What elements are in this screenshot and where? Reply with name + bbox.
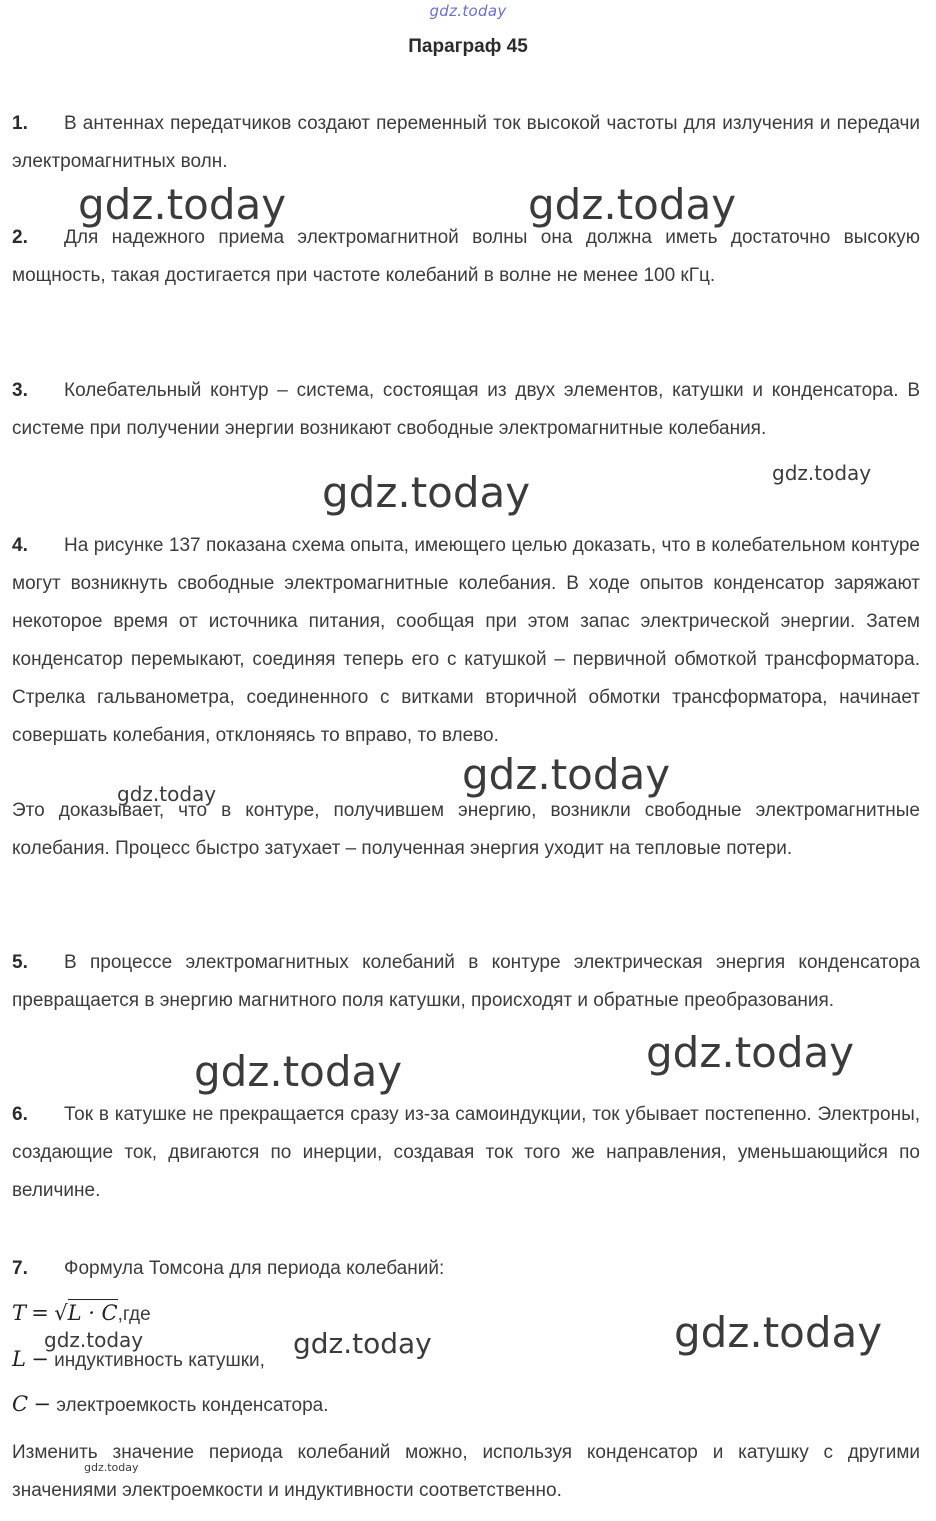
paragraph-7	[12, 1250, 920, 1288]
paragraph-3	[12, 372, 920, 448]
site-watermark-top: gdz.today	[429, 2, 507, 20]
page-title: Параграф 45	[408, 36, 528, 57]
dash: −	[33, 1392, 51, 1416]
watermark: gdz.today	[322, 468, 531, 517]
paragraph-text: В процессе электромагнитных колебаний в контуре электрическая энергия конденсатора превращается в энергию магнитного поля катушки, происходят и обратные преобразования.	[12, 952, 920, 1011]
paragraph-number: 2.	[12, 227, 28, 248]
formula-sqrt-body: L · C	[67, 1301, 118, 1325]
watermark: gdz.today	[462, 750, 671, 799]
definition-text: индуктивность катушки,	[54, 1350, 265, 1371]
paragraph-number: 3.	[12, 380, 28, 401]
formula-suffix: ,где	[117, 1304, 151, 1325]
paragraph-5	[12, 944, 920, 1020]
watermark: gdz.today	[117, 782, 217, 806]
watermark: gdz.today	[674, 1308, 883, 1357]
paragraph-2	[12, 219, 920, 295]
sqrt-sign: √	[54, 1301, 68, 1325]
paragraph-number: 6.	[12, 1104, 28, 1125]
watermark: gdz.today	[44, 1328, 144, 1352]
paragraph-1	[12, 105, 920, 181]
paragraph-number: 5.	[12, 952, 28, 973]
formula-equals: =	[31, 1301, 49, 1325]
paragraph-text: На рисунке 137 показана схема опыта, имеющего целью доказать, что в колебательном контуре могут возникнуть свободные электромагнитные колебания. В ходе опытов конденсатор заряжают некоторое время от источника питания, сообщая при этом запас электрической энергии. Затем конденсатор перемыкают, соединяя теперь его с катушкой – первичной обмоткой трансформатора. Стрелка гальванометра, соединенного с витками вторичной обмотки трансформатора, начинает совершать колебания, отклоняясь то вправо, то влево.	[12, 535, 920, 746]
formula-symbol-t: T	[12, 1301, 27, 1325]
paragraph-text: В антеннах передатчиков создают переменный ток высокой частоты для излучения и передачи электромагнитных волн.	[12, 113, 920, 172]
symbol-c: C	[12, 1392, 29, 1416]
paragraph-4	[12, 527, 920, 755]
watermark: gdz.today	[293, 1327, 432, 1360]
watermark: gdz.today	[528, 180, 737, 229]
dash: −	[31, 1347, 49, 1371]
paragraph-number: 4.	[12, 535, 28, 556]
paragraph-text: Это доказывает, что в контуре, получившем энергию, возникли свободные электромагнитные колебания. Процесс быстро затухает – полученная энергия уходит на тепловые потери.	[12, 800, 920, 859]
symbol-l: L	[12, 1347, 26, 1371]
definition-text: электроемкость конденсатора.	[56, 1395, 329, 1416]
paragraph-number: 1.	[12, 113, 28, 134]
paragraph-number: 7.	[12, 1258, 28, 1279]
definition-c	[12, 1385, 329, 1425]
paragraph-text: Ток в катушке не прекращается сразу из-за самоиндукции, ток убывает постепенно. Электроны, создающие ток, двигаются по инерции, создавая ток того же направления, уменьшающийся по величине.	[12, 1104, 920, 1201]
paragraph-6	[12, 1096, 920, 1210]
paragraph-text: Для надежного приема электромагнитной волны она должна иметь достаточно высокую мощность, такая достигается при частоте колебаний в волне не менее 100 кГц.	[12, 227, 920, 286]
watermark: gdz.today	[84, 1461, 139, 1474]
watermark: gdz.today	[772, 461, 872, 485]
watermark: gdz.today	[646, 1028, 855, 1077]
watermark: gdz.today	[194, 1047, 403, 1096]
paragraph-text: Формула Томсона для периода колебаний:	[64, 1258, 445, 1279]
closing-paragraph: Изменить значение периода колебаний можно, используя конденсатор и катушку с другими значениями электроемкости и индуктивности соответственно.	[12, 1442, 920, 1501]
paragraph-text: Колебательный контур – система, состоящая из двух элементов, катушки и конденсатора. В системе при получении энергии возникают свободные электромагнитные колебания.	[12, 380, 920, 439]
watermark: gdz.today	[78, 180, 287, 229]
